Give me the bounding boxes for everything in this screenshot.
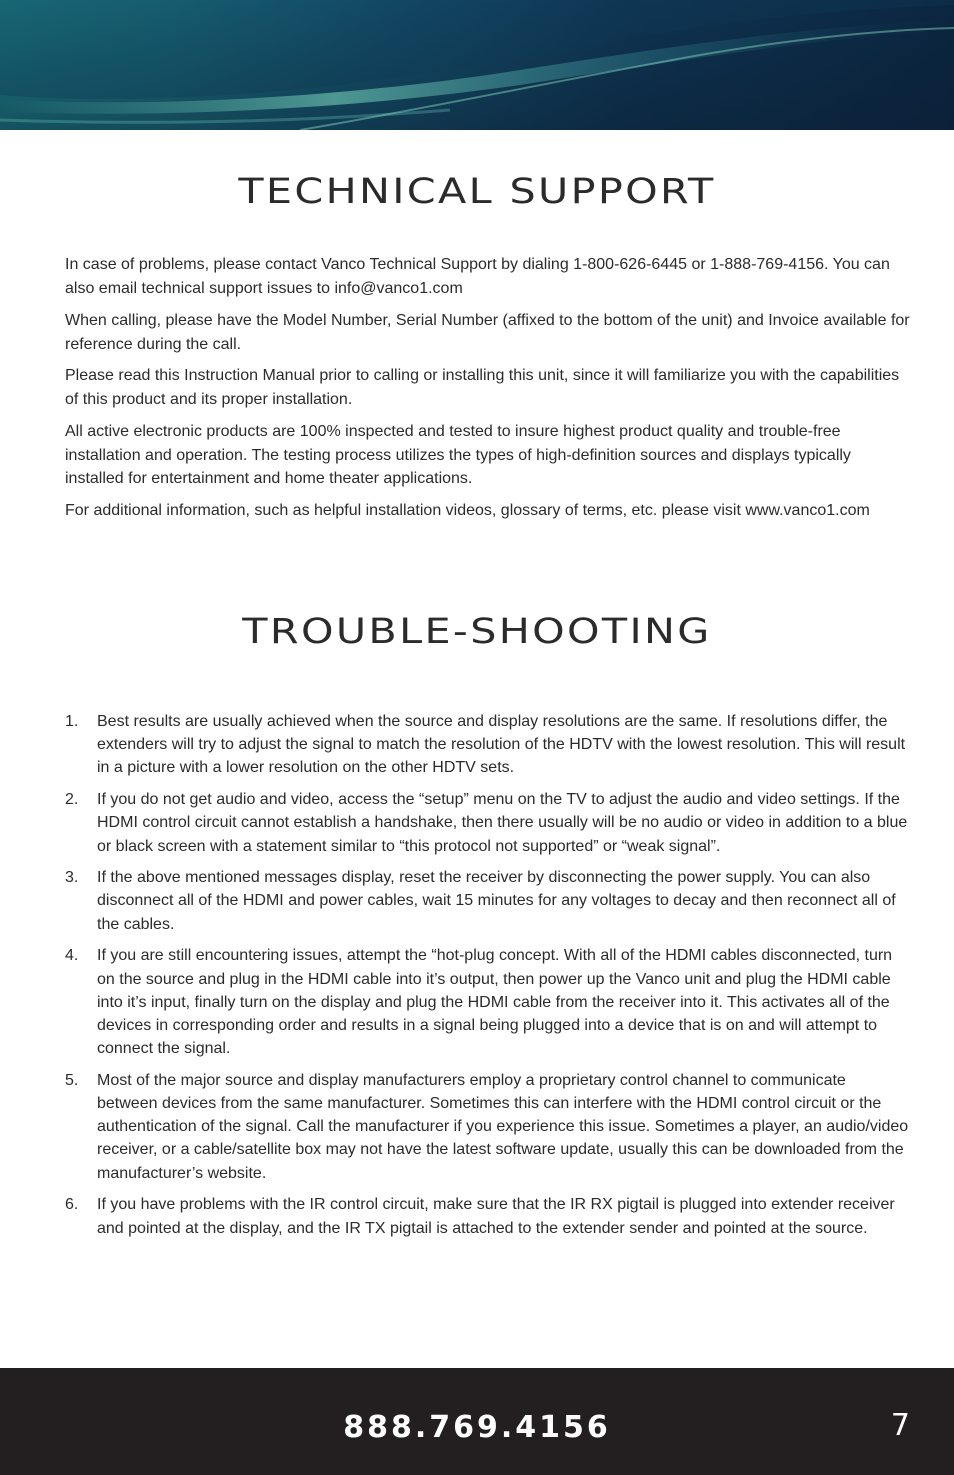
list-item: [65, 710, 910, 780]
list-item-text: If you do not get audio and video, access the “setup” menu on the TV to adjust the audio and video settings. If the HDMI control circuit cannot establish a handshake, then there usually will be no audio or video in addition to a blue or black screen with a statement similar to “this protocol not supported” or “weak signal”.: [97, 791, 908, 855]
support-paragraph-testing: All active electronic products are 100% inspected and tested to insure highest product quality and trouble-free installation and operation. The testing process utilizes the types of high-definition sources and displays typically installed for entertainment and home theater applications.: [65, 423, 851, 487]
page-number: 7: [890, 1408, 910, 1443]
support-paragraph-website: For additional information, such as helpful installation videos, glossary of terms, etc. please visit www.vanco1.com: [65, 502, 870, 519]
banner-swoosh-graphic: [0, 0, 954, 130]
list-item-number: 5.: [65, 1071, 79, 1089]
troubleshooting-heading: TROUBLE-SHOOTING: [242, 612, 712, 652]
troubleshooting-list: [65, 710, 910, 1248]
support-paragraph-contact: In case of problems, please contact Vanco Technical Support by dialing 1-800-626-6445 or 1-888-769-4156. You can also email technical support issues to info@vanco1.com: [65, 256, 890, 297]
list-item-text: If the above mentioned messages display, reset the receiver by disconnecting the power supply. You can also disconnect all of the HDMI and power cables, wait 15 minutes for any voltages to decay and then reconnect all of the cables.: [97, 869, 896, 933]
list-item: [65, 788, 910, 858]
list-item: [65, 1069, 910, 1185]
support-paragraph-manual: Please read this Instruction Manual prior to calling or installing this unit, since it will familiarize you with the capabilities of this product and its proper installation.: [65, 367, 900, 408]
list-item-number: 3.: [65, 869, 79, 887]
header-banner: [0, 0, 954, 130]
technical-support-heading: TECHNICAL SUPPORT: [238, 172, 716, 212]
support-paragraph-calling: When calling, please have the Model Number, Serial Number (affixed to the bottom of the unit) and Invoice available for reference during the call.: [65, 312, 910, 353]
list-item: [65, 944, 910, 1060]
footer-phone-number: 888.769.4156: [343, 1410, 611, 1445]
list-item-number: 6.: [65, 1196, 79, 1214]
list-item-text: Most of the major source and display manufacturers employ a proprietary control channel to communicate between devices from the same manufacturer. Sometimes this can interfere with the HDMI control circuit or the authentication of the signal. Call the manufacturer if you experience this issue. Sometimes a player, an audio/video receiver, or a cable/satellite box may not have the latest software update, usually this can be downloaded from the manufacturer’s website.: [97, 1071, 909, 1182]
list-item-text: Best results are usually achieved when the source and display resolutions are the same. If resolutions differ, the extenders will try to adjust the signal to match the resolution of the HDTV with the lowest resolution. This will result in a picture with a lower resolution on the other HDTV sets.: [97, 713, 906, 777]
list-item-number: 4.: [65, 947, 79, 965]
list-item-number: 1.: [65, 713, 79, 730]
list-item: [65, 1193, 910, 1239]
list-item-number: 2.: [65, 791, 79, 809]
list-item-text: If you have problems with the IR control circuit, make sure that the IR RX pigtail is plugged into extender receiver and pointed at the display, and the IR TX pigtail is attached to the extender sender and pointed at the source.: [97, 1196, 895, 1237]
list-item: [65, 866, 910, 936]
list-item-text: If you are still encountering issues, attempt the “hot-plug concept. With all of the HDMI cables disconnected, turn on the source and plug in the HDMI cable into it’s output, then power up the Vanco unit and plug the HDMI cable into it’s input, finally turn on the display and plug the HDMI cable from the receiver into it. This activates all of the devices in corresponding order and results in a signal being plugged into a device that is on and will attempt to connect the signal.: [97, 947, 893, 1058]
